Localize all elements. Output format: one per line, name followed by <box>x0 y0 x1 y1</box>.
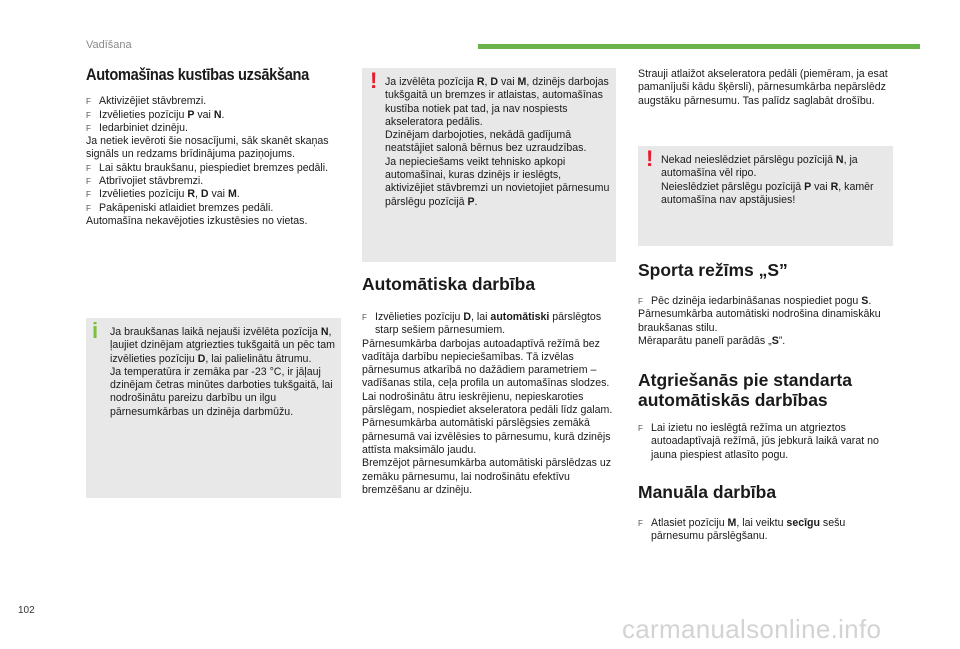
list-item: F Izvēlieties pozīciju D, lai automātiski pārslēgtos starp sešiem pārnesumiem. <box>362 311 616 338</box>
warning-paragraph: Nekad neieslēdziet pārslēgu pozīcijā N, ja automašīna vēl ripo. <box>661 154 858 180</box>
list-item: F Izvēlieties pozīciju R, D vai M. <box>86 188 341 201</box>
warning-paragraph: Dzinējam darbojoties, nekādā gadījumā neatstājiet salonā bērnus bez uzraudzības. <box>385 129 587 155</box>
warning-icon: ! <box>370 68 378 93</box>
section-header: Vadīšana <box>86 39 132 51</box>
section-title-sport: Sporta režīms „S” <box>638 260 788 280</box>
warning-paragraph: Neieslēdziet pārslēgu pozīcijā P vai R, kamēr automašīna nav apstājusies! <box>661 180 874 206</box>
paragraph: Bremzējot pārnesumkārba automātiski pārslēdzas uz zemāku pārnesumu, lai nodrošinātu efektīvu bremzēšanu ar dzinēju. <box>362 457 612 496</box>
paragraph: Ja netiek ievēroti šie nosacījumi, sāk skanēt skaņas signāls un redzams brīdinājuma paziņojums. <box>86 135 329 161</box>
column-3-intro <box>638 68 893 108</box>
section-title-return-line2: automātiskās darbības <box>638 390 828 411</box>
info-note <box>86 318 341 498</box>
header-accent-bar <box>478 44 920 49</box>
warning-note-2 <box>638 146 893 246</box>
info-paragraph: Ja temperatūra ir zemāka par -23 °C, ir jāļauj dzinējam četras minūtes darboties tukšgaitā, lai nodrošinātu pareizu darbību un ilgu pārnesumkārbas un dzinēja darbmūžu. <box>110 365 333 418</box>
info-paragraph: Ja braukšanas laikā nejauši izvēlēta pozīcija N, ļaujiet dzinējam atgriezties tukšgaitā un pēc tam izvēlieties pozīciju D, lai palielinātu ātrumu. <box>110 326 335 365</box>
section-title-start: Automašīnas kustības uzsākšana <box>86 65 309 84</box>
column-1 <box>86 65 341 228</box>
list-item: F Atlasiet pozīciju M, lai veiktu secīgu sešu pārnesumu pārslēgšanu. <box>638 517 893 544</box>
paragraph: Pārnesumkārba darbojas autoadaptīvā režīmā bez vadītāja darbību nepieciešamības. Tā izvēlas pārnesumus atkarībā no dažādiem parametriem – vadīšanas stila, ceļa profila un automašīnas slodzes. <box>362 337 610 390</box>
list-item: F Lai izietu no ieslēgtā režīma un atgrieztos autoadaptīvajā režīmā, jūs jebkurā laikā varat no jauna piespiest atlasīto pogu. <box>638 422 893 462</box>
list-item: F Pēc dzinēja iedarbināšanas nospiediet pogu S. <box>638 295 893 308</box>
warning-note <box>362 68 616 262</box>
paragraph: Strauji atlaižot akseleratora pedāli (piemēram, ja esat pamanījuši kādu šķērsli), pārnesumkārba nepārslēdz augstāku pārnesumu. Tas palīdz saglabāt drošību. <box>638 68 888 107</box>
column-2 <box>362 274 616 497</box>
section-title-return: Atgriešanās pie standarta <box>638 370 852 391</box>
paragraph: Automašīna nekavējoties izkustēsies no vietas. <box>86 214 308 227</box>
list-item: F Lai sāktu braukšanu, piespiediet bremzes pedāli. <box>86 162 341 175</box>
watermark: carmanualsonline.info <box>622 614 882 644</box>
list-item: F Izvēlieties pozīciju P vai N. <box>86 109 341 122</box>
paragraph: Mēraparātu panelī parādās „S”. <box>638 334 786 347</box>
warning-paragraph: Ja nepieciešams veikt tehnisko apkopi automašīnai, kuras dzinējs ir ieslēgts, aktivizējiet stāvbremzi un novietojiet pārnesumu pārslēgu pozīcijā P. <box>385 155 610 208</box>
list-item: F Atbrīvojiet stāvbremzi. <box>86 175 341 188</box>
warning-paragraph: Ja izvēlēta pozīcija R, D vai M, dzinējs darbojas tukšgaitā un bremzes ir atlaistas, automašīnas kustība notiek pat tad, ja nav nospiests akseleratora pedālis. <box>385 76 609 128</box>
section-title-manual: Manuāla darbība <box>638 482 777 503</box>
info-icon: i <box>92 318 99 343</box>
section-title-automatic: Automātiska darbība <box>362 274 536 294</box>
column-3 <box>638 260 893 544</box>
page-number: 102 <box>18 605 35 616</box>
list-item: F Pakāpeniski atlaidiet bremzes pedāli. <box>86 202 341 215</box>
list-item: F Iedarbiniet dzinēju. <box>86 122 341 135</box>
list-item: F Aktivizējiet stāvbremzi. <box>86 95 341 108</box>
paragraph: Pārnesumkārba automātiski nodrošina dinamiskāku braukšanas stilu. <box>638 308 881 334</box>
paragraph: Lai nodrošinātu ātru ieskrējienu, nepieskaroties pārslēgam, nospiediet akseleratora pedāli līdz galam. Pārnesumkārba automātiski pārslēgsies zemākā pārnesumā vai izvēlēsies to pārnesumu, kurā dzinējs attīsta maksimālo jaudu. <box>362 390 613 456</box>
warning-icon: ! <box>646 146 654 171</box>
